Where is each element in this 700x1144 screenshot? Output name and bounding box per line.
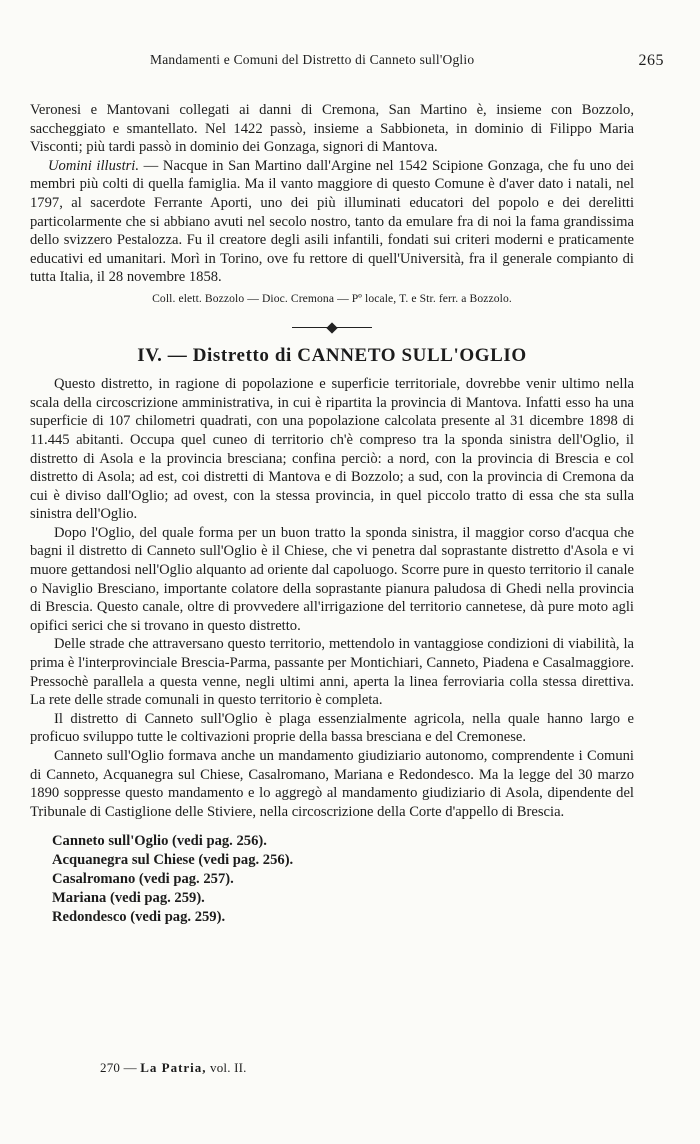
- section-heading: IV. — Distretto di CANNETO SULL'OGLIO: [137, 344, 527, 366]
- running-title: Mandamenti e Comuni del Distretto di Canneto sull'Oglio: [150, 52, 475, 67]
- paragraph: Il distretto di Canneto sull'Oglio è plaga essenzialmente agricola, nella quale hanno largo e proficuo sviluppo tutte le coltivazioni proprie della bassa bresciana e del Cremonese.: [30, 710, 634, 746]
- paragraph-illustrious: [30, 157, 634, 287]
- paragraph: Delle strade che attraversano questo territorio, mettendolo in vantaggiose condizioni di viabilità, la prima è l'interprovinciale Brescia-Parma, passante per Montichiari, Canneto, Piadena e Casalmaggiore. Pressochè parallela a questa venne, negli ultimi anni, aperta la linea ferroviaria colla stessa direttiva. La rete delle strade comunali in questo territorio è completa.: [30, 636, 634, 709]
- signature-volume: vol. II.: [210, 1060, 247, 1075]
- page-number: 265: [638, 52, 664, 69]
- list-item: Canneto sull'Oglio (vedi pag. 256).: [52, 833, 267, 850]
- list-item: Redondesco (vedi pag. 259).: [52, 909, 226, 926]
- paragraph: Questo distretto, in ragione di popolazione e superficie territoriale, dovrebbe venir ultimo nella scala della circoscrizione amministrativa, in cui è ripartita la provincia di Mantova. Infatti esso ha una superficie di 107 chilometri quadrati, con una popolazione calcolata presente al 31 dicembre 1898 di 11.445 abitanti. Occupa quel cuneo di territorio ch'è compreso tra la sponda sinistra dell'Oglio, il distretto di Asola e la provincia bresciana; confina perciò: a nord, con la provincia di Brescia e col distretto di Asola; ad est, coi distretti di Mantova e di Bozzolo; a sud, con la provincia di Cremona da cui è diviso dall'Oglio; ad ovest, con la stessa provincia, in quel piccolo tratto di essa che sta sulla sinistra dell'Oglio.: [30, 376, 634, 523]
- paragraph: Dopo l'Oglio, del quale forma per un buon tratto la sponda sinistra, il maggior corso d'acqua che bagni il distretto di Canneto sull'Oglio è il Chiese, che vi penetra dal soprastante distretto d'Asola e vi muore gettandosi nell'Oglio alquanto ad oriente dal capoluogo. Scorre pure in questo territorio il canale o Naviglio Bresciano, importante colatore della soprastante pianura paludosa di Ghedi nella provincia di Brescia. Questo canale, oltre di provvedere all'irrigazione del territorio cannetese, dà pure moto agli opifici serici che si trovano in questo distretto.: [30, 524, 634, 634]
- diamond-ornament-icon: [326, 322, 337, 333]
- running-head: [30, 52, 664, 74]
- body-text: [30, 101, 634, 927]
- illustrious-label: Uomini illustri.: [48, 157, 140, 174]
- section-divider: [292, 323, 372, 333]
- illustrious-text: — Nacque in San Martino dall'Argine nel 1542 Scipione Gonzaga, che fu uno dei membri più colti di quella famiglia. Ma il vanto maggiore di questo Comune è d'aver dato i natali, nel 1797, al sacerdote Ferrante Aporti, uno dei più illuminati educatori del popolo e dei derelitti particolarmente che si abbiano avuti nel secolo nostro, tanto da emulare fra di noi la fama grandissima dello svizzero Pestalozza. Fu il creatore degli asili infantili, fondati sui criteri moderni e praticamente educativi ed umanitari. Morì in Torino, ove fu rettore di quell'Università, fra il generale compianto di tutta Italia, il 28 novembre 1858.: [30, 157, 634, 286]
- signature-number: 270: [100, 1060, 121, 1075]
- signature-mark: [100, 1060, 247, 1076]
- commune-list: [30, 832, 634, 927]
- paragraph: Canneto sull'Oglio formava anche un mandamento giudiziario autonomo, comprendente i Comuni di Canneto, Acquanegra sul Chiese, Casalromano, Mariana e Redondesco. Ma la legge del 30 marzo 1890 soppresse questo mandamento e lo aggregò al mandamento giudiziario di Asola, dipendente del Tribunale di Castiglione delle Stiviere, nella circoscrizione della Corte d'appello di Brescia.: [30, 748, 634, 820]
- list-item: Acquanegra sul Chiese (vedi pag. 256).: [52, 852, 294, 869]
- list-item: Casalromano (vedi pag. 257).: [52, 871, 234, 888]
- list-item: Mariana (vedi pag. 259).: [52, 890, 205, 907]
- signature-book: La Patria,: [140, 1060, 207, 1075]
- ecclesiastical-note: Coll. elett. Bozzolo — Dioc. Cremona — Pº locale, T. e Str. ferr. a Bozzolo.: [152, 291, 512, 305]
- paragraph-continued: Veronesi e Mantovani collegati ai danni di Cremona, San Martino è, insieme con Bozzolo, saccheggiato e smantellato. Nel 1422 passò, insieme a Sabbioneta, in dominio di Filippo Maria Visconti; più tardi passò in dominio dei Gonzaga, signori di Mantova.: [30, 102, 634, 156]
- signature-dash: —: [123, 1060, 137, 1075]
